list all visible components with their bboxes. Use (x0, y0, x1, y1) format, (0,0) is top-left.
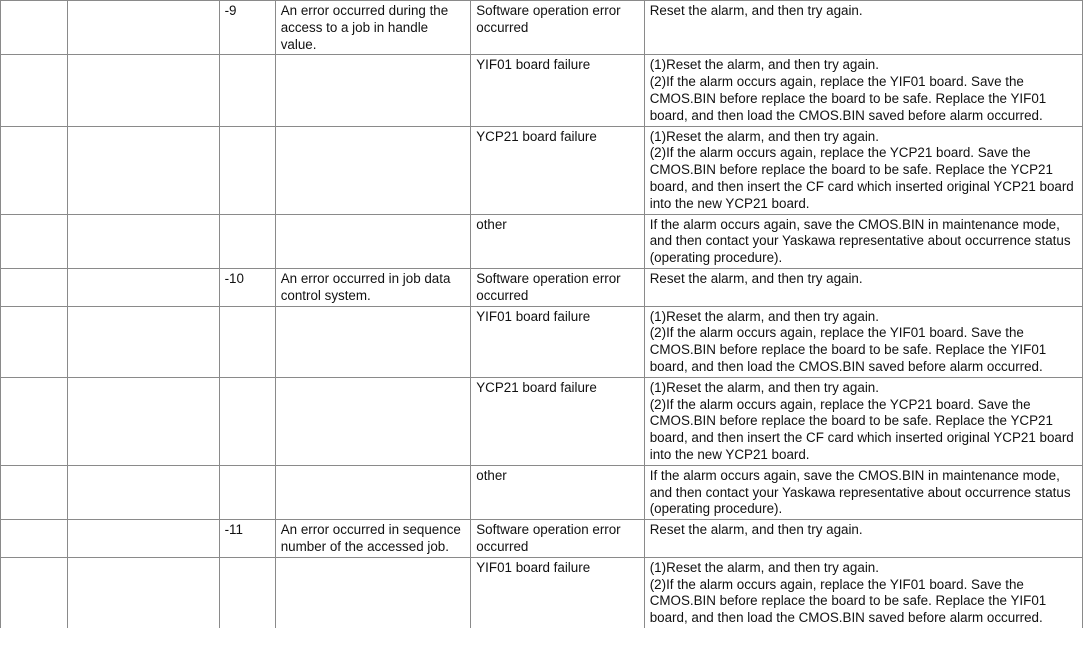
table-row (1, 1, 1083, 55)
alarm-number-cell (1, 465, 68, 519)
cause-cell: Software operation error occurred (471, 1, 644, 55)
cause-cell: YIF01 board failure (471, 557, 644, 628)
remedy-cell: If the alarm occurs again, save the CMOS.BIN in maintenance mode, and then contact your Yaskawa representative about occurrence status (operating procedure). (644, 214, 1082, 268)
table-row (1, 520, 1083, 558)
remedy-cell: (1)Reset the alarm, and then try again. (2)If the alarm occurs again, replace the YIF01 board. Save the CMOS.BIN before replace the board to be safe. Replace the YIF01 board, and then load the CMOS.BIN saved before alarm occurred. (644, 55, 1082, 126)
alarm-name-cell (68, 214, 219, 268)
sub-code-cell (219, 465, 275, 519)
remedy-cell: Reset the alarm, and then try again. (644, 268, 1082, 306)
meaning-cell (275, 306, 471, 377)
sub-code-cell (219, 214, 275, 268)
alarm-number-cell (1, 557, 68, 628)
alarm-name-cell (68, 377, 219, 465)
meaning-cell (275, 465, 471, 519)
alarm-name-cell (68, 268, 219, 306)
meaning-cell (275, 126, 471, 214)
remedy-cell: Reset the alarm, and then try again. (644, 520, 1082, 558)
table-row (1, 557, 1083, 628)
alarm-name-cell (68, 126, 219, 214)
cause-cell: YIF01 board failure (471, 306, 644, 377)
sub-code-cell (219, 55, 275, 126)
cause-cell: Software operation error occurred (471, 268, 644, 306)
sub-code-cell: -10 (219, 268, 275, 306)
remedy-cell: If the alarm occurs again, save the CMOS.BIN in maintenance mode, and then contact your Yaskawa representative about occurrence status (operating procedure). (644, 465, 1082, 519)
alarm-number-cell (1, 214, 68, 268)
alarm-number-cell (1, 520, 68, 558)
remedy-cell: (1)Reset the alarm, and then try again. (2)If the alarm occurs again, replace the YCP21 board. Save the CMOS.BIN before replace the board to be safe. Replace the YCP21 board, and then insert the CF card which inserted original YCP21 board into the new YCP21 board. (644, 377, 1082, 465)
remedy-cell: Reset the alarm, and then try again. (644, 1, 1082, 55)
alarm-name-cell (68, 1, 219, 55)
meaning-cell: An error occurred during the access to a job in handle value. (275, 1, 471, 55)
sub-code-cell (219, 377, 275, 465)
table-row (1, 465, 1083, 519)
alarm-name-cell (68, 520, 219, 558)
sub-code-cell: -11 (219, 520, 275, 558)
table-row (1, 214, 1083, 268)
alarm-number-cell (1, 268, 68, 306)
sub-code-cell (219, 306, 275, 377)
sub-code-cell: -9 (219, 1, 275, 55)
cause-cell: YIF01 board failure (471, 55, 644, 126)
alarm-number-cell (1, 126, 68, 214)
meaning-cell (275, 377, 471, 465)
cause-cell: YCP21 board failure (471, 126, 644, 214)
cause-cell: other (471, 465, 644, 519)
alarm-name-cell (68, 557, 219, 628)
cause-cell: YCP21 board failure (471, 377, 644, 465)
meaning-cell (275, 55, 471, 126)
meaning-cell (275, 214, 471, 268)
table-row (1, 55, 1083, 126)
meaning-cell: An error occurred in job data control system. (275, 268, 471, 306)
alarm-name-cell (68, 55, 219, 126)
cause-cell: Software operation error occurred (471, 520, 644, 558)
meaning-cell: An error occurred in sequence number of the accessed job. (275, 520, 471, 558)
alarm-number-cell (1, 1, 68, 55)
cause-cell: other (471, 214, 644, 268)
alarm-name-cell (68, 465, 219, 519)
remedy-cell: (1)Reset the alarm, and then try again. (2)If the alarm occurs again, replace the YCP21 board. Save the CMOS.BIN before replace the board to be safe. Replace the YCP21 board, and then insert the CF card which inserted original YCP21 board into the new YCP21 board. (644, 126, 1082, 214)
alarm-number-cell (1, 55, 68, 126)
meaning-cell (275, 557, 471, 628)
sub-code-cell (219, 126, 275, 214)
table-row (1, 268, 1083, 306)
alarm-number-cell (1, 306, 68, 377)
table-row (1, 377, 1083, 465)
remedy-cell: (1)Reset the alarm, and then try again. (2)If the alarm occurs again, replace the YIF01 board. Save the CMOS.BIN before replace the board to be safe. Replace the YIF01 board, and then load the CMOS.BIN saved before alarm occurred. (644, 557, 1082, 628)
sub-code-cell (219, 557, 275, 628)
alarm-number-cell (1, 377, 68, 465)
alarm-name-cell (68, 306, 219, 377)
remedy-cell: (1)Reset the alarm, and then try again. (2)If the alarm occurs again, replace the YIF01 board. Save the CMOS.BIN before replace the board to be safe. Replace the YIF01 board, and then load the CMOS.BIN saved before alarm occurred. (644, 306, 1082, 377)
table-row (1, 306, 1083, 377)
table-row (1, 126, 1083, 214)
